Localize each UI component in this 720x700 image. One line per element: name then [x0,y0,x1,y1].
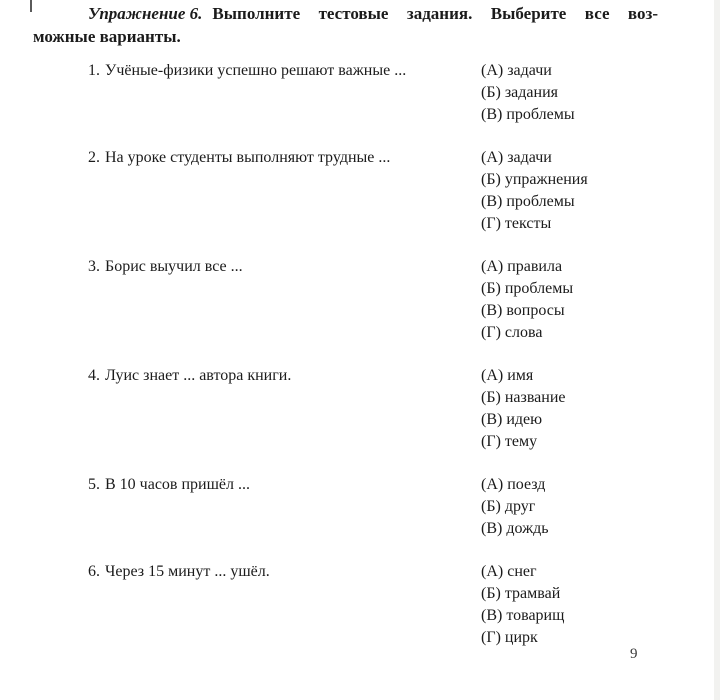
question-5 [88,474,720,540]
question-4 [88,365,720,453]
questions-list [88,60,720,649]
option: (Б) название [481,389,566,406]
options-list [481,474,720,540]
option: (Г) тему [481,433,538,450]
option: (Б) друг [481,498,536,515]
option: (В) товарищ [481,607,565,624]
option: (Г) цирк [481,629,538,646]
question-number: 2. [88,149,100,166]
question-body: Борис выучил все ... [105,258,243,275]
heading-line-2: можные варианты. [33,27,181,46]
option: (Г) тексты [481,215,552,232]
options-list [481,561,720,649]
exercise-number-label: Упражнение 6. [88,4,203,23]
option: (А) задачи [481,62,552,79]
option: (А) снег [481,563,537,580]
option: (А) имя [481,367,534,384]
option: (Б) проблемы [481,280,574,297]
question-number: 1. [88,62,100,79]
page-number: 9 [630,646,638,662]
option: (В) идею [481,411,543,428]
question-6 [88,561,720,649]
exercise-heading [0,0,720,48]
question-body: Учёные-физики успешно решают важные ... [105,62,407,79]
question-text [88,147,481,235]
option: (А) задачи [481,149,552,166]
option: (В) проблемы [481,193,575,210]
option: (В) вопросы [481,302,565,319]
question-body: Луис знает ... автора книги. [105,367,292,384]
option: (А) правила [481,258,563,275]
options-list [481,256,720,344]
question-text [88,60,481,126]
question-body: Через 15 минут ... ушёл. [105,563,270,580]
scan-edge-strip [714,0,720,700]
question-number: 6. [88,563,100,580]
options-list [481,60,720,126]
option: (Г) слова [481,324,543,341]
option: (В) проблемы [481,106,575,123]
question-number: 3. [88,258,100,275]
option: (Б) трамвай [481,585,561,602]
option: (В) дождь [481,520,549,537]
question-1 [88,60,720,126]
question-3 [88,256,720,344]
question-2 [88,147,720,235]
question-text [88,561,481,649]
question-body: В 10 часов пришёл ... [105,476,251,493]
question-text [88,474,481,540]
scan-artifact-tick [30,0,32,12]
question-text [88,365,481,453]
question-number: 4. [88,367,100,384]
options-list [481,147,720,235]
question-number: 5. [88,476,100,493]
exercise-instruction: Выполните тестовые задания. Выберите все воз- [212,4,658,23]
option: (А) поезд [481,476,546,493]
option: (Б) задания [481,84,558,101]
question-text [88,256,481,344]
options-list [481,365,720,453]
heading-line-1 [88,2,658,25]
question-body: На уроке студенты выполняют трудные ... [105,149,391,166]
option: (Б) упражнения [481,171,588,188]
